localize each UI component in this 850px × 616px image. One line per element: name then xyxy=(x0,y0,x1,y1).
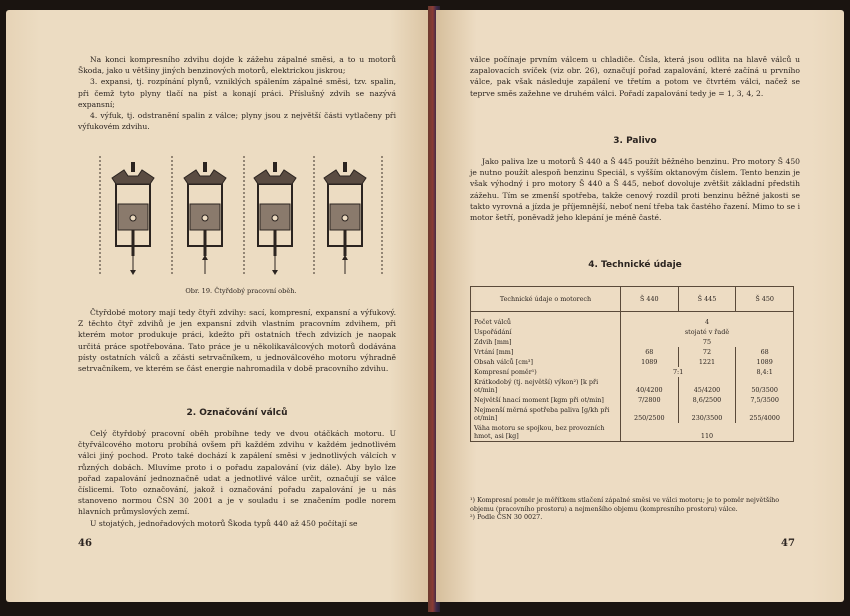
paragraph: Jako paliva lze u motorů Š 440 a Š 445 použít běžného benzinu. Pro motory Š 450 je nutno použít alespoň benzinu Speciál, s vyšším oktanovým číslem. Tento benzin je však výhodný i pro motory Š 440 a Š 445, neboť dovoluje zvětšit základní předstih zážehu. Tím se zmenší spotřeba, takže cenový rozdíl proti benzinu běžné jakosti se takto vyrovná a jízda je příjemnější, neboť není třeba tak častého řazení. Mimo to se i motor šetří, poněvadž jeho klepání je méně časté. xyxy=(470,157,800,223)
row-label: Počet válců xyxy=(471,312,621,328)
row-value: 7,5/3500 xyxy=(736,395,794,405)
page-number: 46 xyxy=(78,538,92,549)
row-value: 230/3500 xyxy=(678,405,736,423)
row-value: 68 xyxy=(620,347,678,357)
table-row xyxy=(471,395,794,405)
four-stroke-figure xyxy=(98,156,384,278)
row-label: Zdvih [mm] xyxy=(471,337,621,347)
footnote: ¹) Kompresní poměr je měřítkem stlačení zápalné směsi ve válci motoru; je to poměr největšího objemu (pracovního prostoru) a nejmenšího objemu (kompresního prostoru) válce. xyxy=(470,496,780,513)
table-row xyxy=(471,357,794,367)
row-value: 40/4200 xyxy=(620,377,678,395)
row-value: 8,4:1 xyxy=(736,367,794,377)
page-number: 47 xyxy=(781,538,795,549)
cylinder-icon xyxy=(112,162,154,256)
row-value: 1221 xyxy=(678,357,736,367)
paragraph: U stojatých, jednořadových motorů Škoda typů 440 až 450 počítají se xyxy=(90,518,358,528)
right-page xyxy=(436,10,844,602)
row-value: 72 xyxy=(678,347,736,357)
table-row xyxy=(471,312,794,328)
table-header-cell: Š 450 xyxy=(736,287,794,312)
row-value: 45/4200 xyxy=(678,377,736,395)
row-value: 7:1 xyxy=(620,367,735,377)
table-header-cell: Š 445 xyxy=(678,287,736,312)
row-value: 4 xyxy=(620,312,793,328)
section-heading: 4. Technické údaje xyxy=(588,260,682,270)
row-value: 8,6/2500 xyxy=(678,395,736,405)
section-heading: 2. Označování válců xyxy=(186,408,288,418)
row-value: 68 xyxy=(736,347,794,357)
technical-data-table xyxy=(470,286,794,442)
row-label: Nejmenší měrná spotřeba paliva [g/kh při ot/min] xyxy=(471,405,621,423)
row-label: Obsah válců [cm³] xyxy=(471,357,621,367)
row-value: 255/4000 xyxy=(736,405,794,423)
row-value: 1089 xyxy=(736,357,794,367)
row-value: 110 xyxy=(620,423,793,442)
row-label: Kompresní poměr¹) xyxy=(471,367,621,377)
left-text-bottom xyxy=(78,428,396,529)
row-value: 250/2500 xyxy=(620,405,678,423)
paragraph: Na konci kompresního zdvihu dojde k zážehu zápalné směsi, a to u motorů Škoda, jako u většiny jiných benzinových motorů, elektrickou jiskrou; xyxy=(78,55,396,76)
row-value: 1089 xyxy=(620,357,678,367)
row-value: 7/2800 xyxy=(620,395,678,405)
table-row xyxy=(471,377,794,395)
paragraph: válce počínaje prvním válcem u chladiče. Čísla, která jsou odlita na hlavě válců u zapalovacích svíček (viz obr. 26), označují pořad zapalování, které začíná u prvního válce, pak však následuje zapálení ve třetím a potom ve čtvrtém válci, načež se teprve směs zažehne ve druhém válci. Pořadí zapalování tedy je = 1, 3, 4, 2. xyxy=(470,55,800,98)
row-value: 50/3500 xyxy=(736,377,794,395)
row-label: Vrtání [mm] xyxy=(471,347,621,357)
paragraph: 3. expansi, tj. rozpínání plynů, vzniklých spálením zápalné směsi, tzv. spalin, při čemž tyto plyny tlačí na píst a konají práci. Příslušný zdvih se nazývá expansní; xyxy=(78,77,396,109)
paragraph: Celý čtyřdobý pracovní oběh probíhne tedy ve dvou otáčkách motoru. U čtyřválcového motoru probíhá ovšem při každém zdvihu v každém jednotlivém válci jiný pochod. Proto také dochází k zapálení směsi v jednotlivých válcích v různých dobách. Mluvíme proto i o pořadu zapalování (viz dále). Aby bylo lze pořad zapalování jednoznačně udat a jednotlivé válce určit, označují se válce číslicemi. Toto označování, jakož i označování pořadu zapalování je u nás stanoveno normou ČSN 30 2001 a je v souladu i se značením podle norem hlavních průmyslových zemí. xyxy=(78,429,396,517)
row-label: Uspořádání xyxy=(471,327,621,337)
table-row xyxy=(471,423,794,442)
table-row xyxy=(471,327,794,337)
right-text-top xyxy=(470,54,800,99)
right-text-mid xyxy=(470,156,800,223)
row-label: Největší hnací moment [kgm při ot/min] xyxy=(471,395,621,405)
table-row xyxy=(471,337,794,347)
left-text-top xyxy=(78,54,396,132)
table-row xyxy=(471,367,794,377)
section-heading: 3. Palivo xyxy=(613,136,657,146)
table-row xyxy=(471,405,794,423)
paragraph: 4. výfuk, tj. odstranění spalin z válce; plyny jsou z největší části vytlačeny při výfukovém zdvihu. xyxy=(78,111,396,132)
figure-caption: Obr. 19. Čtyřdobý pracovní oběh. xyxy=(185,287,297,295)
footnotes xyxy=(470,496,800,522)
four-stroke-diagram xyxy=(98,156,384,278)
left-page xyxy=(6,10,432,602)
footnote: ²) Podle ČSN 30 0027. xyxy=(470,513,543,522)
table-header-cell: Technické údaje o motorech xyxy=(471,287,621,312)
table-header-row xyxy=(471,287,794,312)
row-value: 75 xyxy=(620,337,793,347)
paragraph: Čtyřdobé motory mají tedy čtyři zdvihy: sací, kompresní, expansní a výfukový. Z těchto čtyř zdvihů je jen expansní zdvih vlastním pracovním zdvihem, při kterém motor produkuje práci, kdežto při ostatních třech zdvizích je naopak určitá práce spotřebována. Tato práce je u několikaválcových motorů dodávána písty ostatních válců a zčásti setrvačníkem, u jednoválcového motoru výhradně setrvačníkem, ve kterém se část energie nahromadila v době pracovního zdvihu. xyxy=(78,308,396,374)
table-header-cell: Š 440 xyxy=(620,287,678,312)
row-label: Krátkodobý (tj. největší) výkon²) [k při ot/min] xyxy=(471,377,621,395)
table-row xyxy=(471,347,794,357)
row-value: stojaté v řadě xyxy=(620,327,793,337)
row-label: Váha motoru se spojkou, bez provozních hmot, asi [kg] xyxy=(471,423,621,442)
left-text-mid xyxy=(78,307,396,374)
